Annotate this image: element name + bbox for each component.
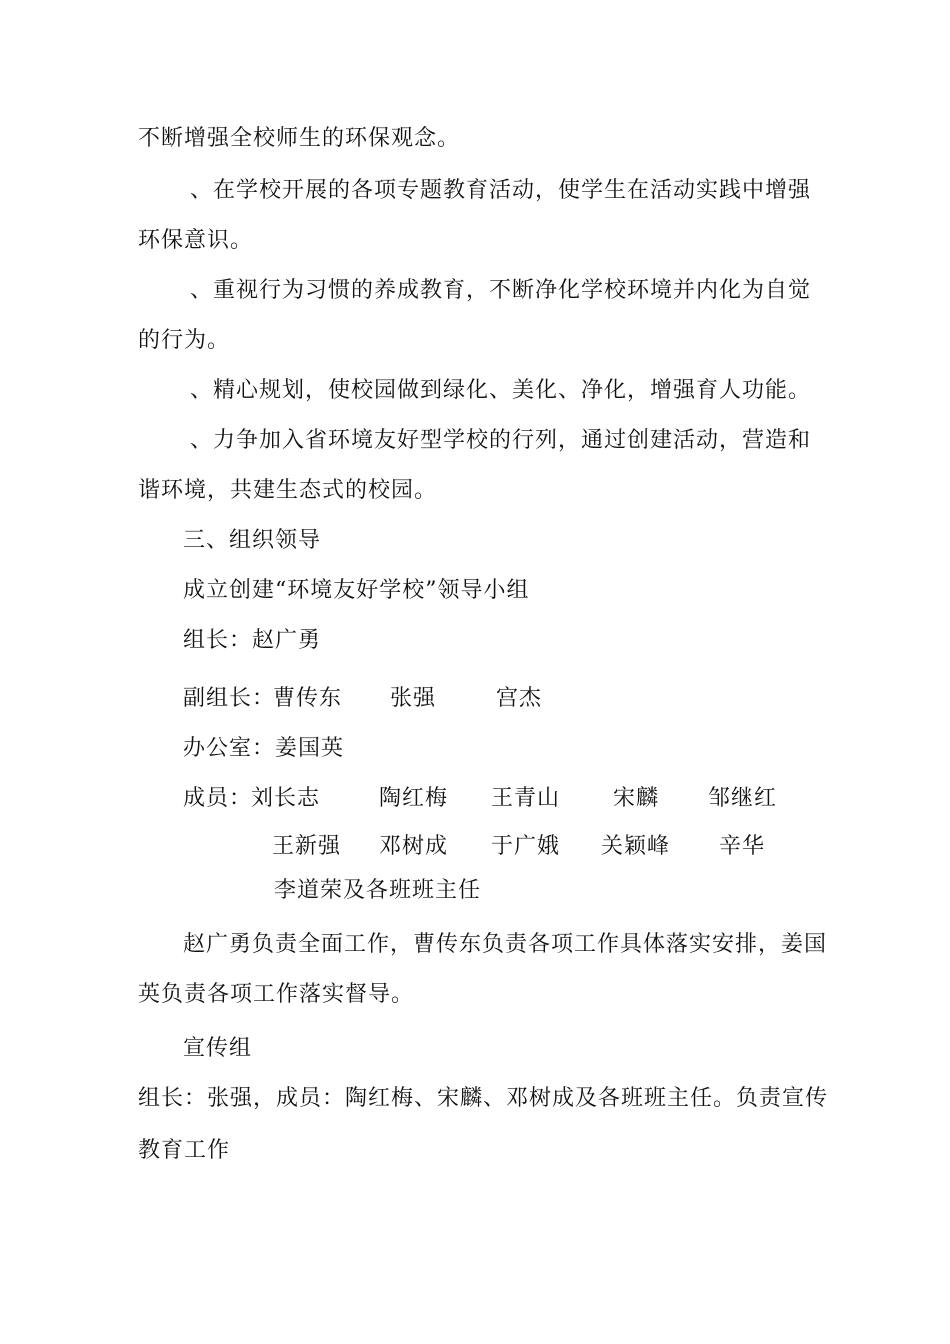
member-name: 陶红梅 bbox=[379, 786, 449, 811]
member-name: 关颖峰 bbox=[601, 834, 671, 859]
members-label: 成员： bbox=[183, 786, 253, 811]
text-line: 组长：张强，成员：陶红梅、宋麟、邓树成及各班班主任。负责宣传 bbox=[138, 1086, 829, 1111]
leader-line: 组长：赵广勇 bbox=[183, 628, 322, 653]
vice-leader-name: 曹传东 bbox=[273, 686, 343, 711]
text-line: 、力争加入省环境友好型学校的行列，通过创建活动，营造和 bbox=[190, 428, 812, 453]
text-line: 、重视行为习惯的养成教育，不断净化学校环境并内化为自觉 bbox=[190, 278, 812, 303]
text-line: 成立创建“环境友好学校”领导小组 bbox=[183, 578, 530, 603]
member-name: 辛华 bbox=[719, 834, 766, 859]
member-name: 刘长志 bbox=[251, 786, 321, 811]
vice-leader-name: 张强 bbox=[390, 686, 437, 711]
section-heading: 宣传组 bbox=[183, 1036, 253, 1061]
member-name: 李道荣及各班班主任 bbox=[274, 878, 482, 903]
member-name: 于广娥 bbox=[491, 834, 561, 859]
vice-leader-label: 副组长： bbox=[183, 686, 276, 711]
text-line: 环保意识。 bbox=[138, 228, 254, 253]
member-name: 宋麟 bbox=[613, 786, 660, 811]
text-line: 的行为。 bbox=[138, 328, 231, 353]
vice-leader-name: 宫杰 bbox=[496, 686, 543, 711]
text-line: 不断增强全校师生的环保观念。 bbox=[138, 126, 461, 151]
member-name: 王青山 bbox=[491, 786, 561, 811]
section-heading: 三、组织领导 bbox=[183, 528, 322, 553]
office-line: 办公室：姜国英 bbox=[183, 736, 345, 761]
text-line: 教育工作 bbox=[138, 1138, 231, 1163]
text-line: 英负责各项工作落实督导。 bbox=[138, 982, 415, 1007]
text-line: 赵广勇负责全面工作，曹传东负责各项工作具体落实安排，姜国 bbox=[183, 932, 828, 957]
text-line: 、精心规划，使校园做到绿化、美化、净化，增强育人功能。 bbox=[190, 378, 812, 403]
member-name: 邹继红 bbox=[708, 786, 778, 811]
member-name: 邓树成 bbox=[379, 834, 449, 859]
text-line: 谐环境，共建生态式的校园。 bbox=[138, 478, 438, 503]
text-line: 、在学校开展的各项专题教育活动，使学生在活动实践中增强 bbox=[190, 178, 812, 203]
member-name: 王新强 bbox=[272, 834, 342, 859]
